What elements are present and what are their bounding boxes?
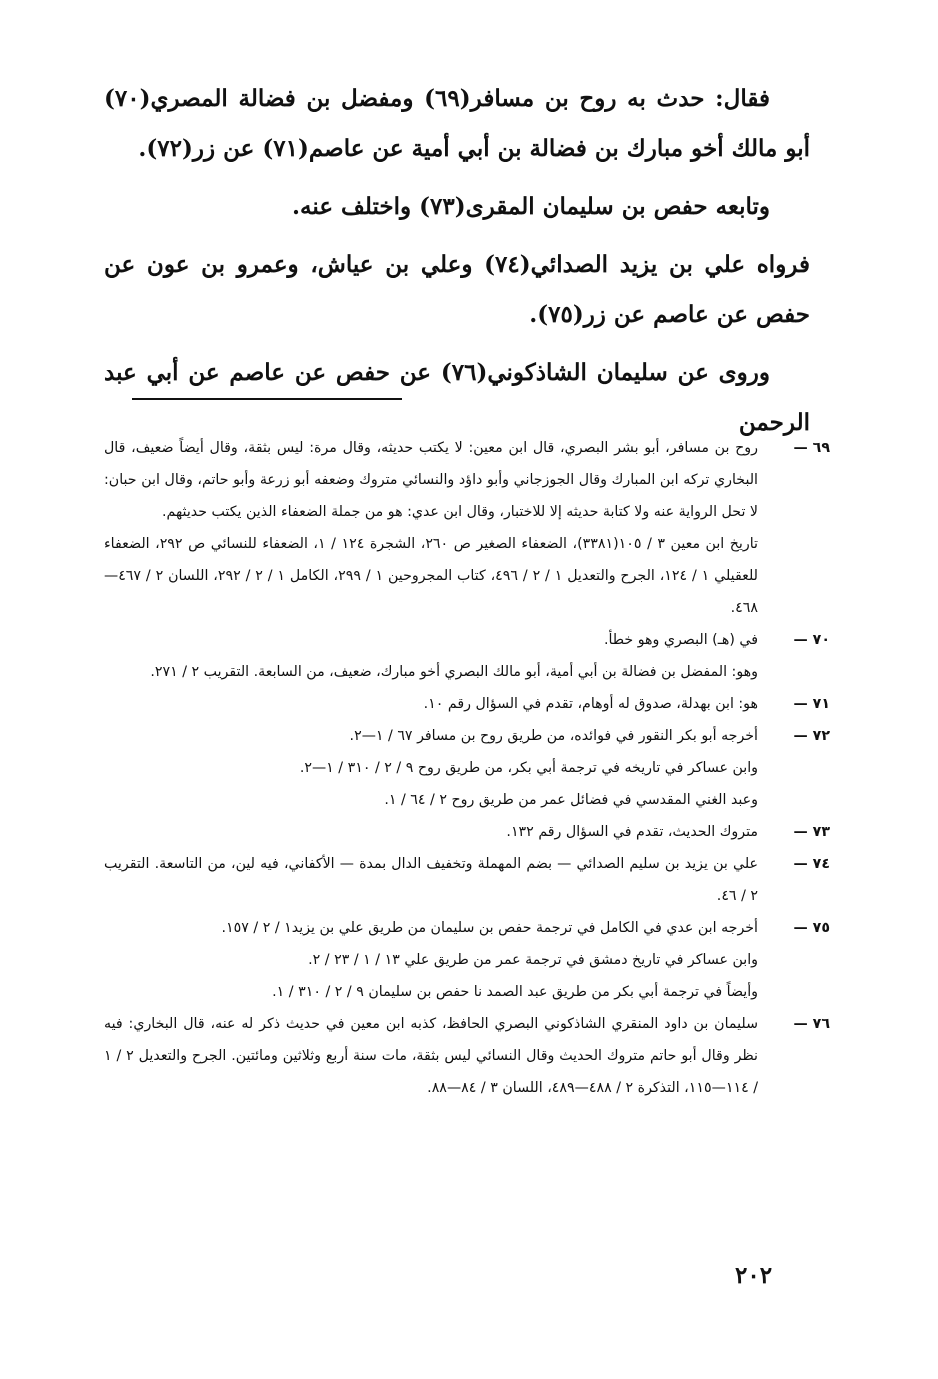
footnote-text: أخرجه أبو بكر النقور في فوائده، من طريق روح بن مسافر ٦٧ / ١—٢. bbox=[349, 728, 758, 744]
footnote-text: وهو: المفضل بن فضالة بن أبي أمية، أبو مالك البصري أخو مبارك، ضعيف، من السابعة. التقريب ٢ / ٢٧١. bbox=[150, 664, 758, 680]
footnote bbox=[104, 848, 830, 912]
footnote-number: ٧٦ — bbox=[793, 1016, 830, 1032]
page-number: ٢٠٢ bbox=[735, 1262, 773, 1289]
footnote-text: في (هـ) البصري وهو خطأ. bbox=[603, 632, 758, 648]
footnote bbox=[104, 688, 830, 720]
footnote-text: تاريخ ابن معين ٣ / ١٠٥(٣٣٨١)، الضعفاء الصغير ص ٢٦٠، الشجرة ١٢٤ / ١، الضعفاء للنسائي ص ٢٩٢، الضعفاء للعقيلي ١ / ١٢٤، الجرح والتعديل ١ / ٢ / ٤٩٦، كتاب المجروحين ١ / ٢٩٩، الكامل ١ / ٢ / ٢٩٢، اللسان ٢ / ٤٦٧—٤٦٨. bbox=[104, 536, 759, 616]
footnotes bbox=[104, 432, 830, 1104]
footnote-number: ٧٠ — bbox=[793, 632, 830, 648]
footnote bbox=[104, 1008, 830, 1104]
footnote-text: أخرجه ابن عدي في الكامل في ترجمة حفص بن سليمان من طريق علي بن يزيد١ / ٢ / ١٥٧. bbox=[221, 920, 758, 936]
footnote-text: وابن عساكر في تاريخه في ترجمة أبي بكر، من طريق روح ٩ / ٢ / ٣١٠ / ١—٢. bbox=[299, 760, 758, 776]
footnote-number: ٦٩ — bbox=[793, 440, 830, 456]
footnote bbox=[104, 432, 830, 624]
footnote-number: ٧٢ — bbox=[793, 728, 830, 744]
footnote-text: هو: ابن بهدلة، صدوق له أوهام، تقدم في السؤال رقم ١٠. bbox=[423, 696, 758, 712]
main-paragraph: وتابعه حفص بن سليمان المقرى(٧٣) واختلف عنه. bbox=[292, 193, 770, 220]
footnote-text: وعبد الغني المقدسي في فضائل عمر من طريق روح ٢ / ٦٤ / ١. bbox=[384, 792, 758, 808]
main-text bbox=[104, 74, 810, 448]
footnote bbox=[104, 816, 830, 848]
footnote-number: ٧٤ — bbox=[793, 856, 830, 872]
main-paragraph: فرواه علي بن يزيد الصدائي(٧٤) وعلي بن عياش، وعمرو بن عون عن حفص عن عاصم عن زر(٧٥). bbox=[104, 251, 810, 328]
footnote-number: ٧٥ — bbox=[793, 920, 830, 936]
footnote-separator bbox=[132, 398, 402, 400]
footnote-text: متروك الحديث، تقدم في السؤال رقم ١٣٢. bbox=[506, 824, 758, 840]
footnote-number: ٧١ — bbox=[793, 696, 830, 712]
footnote bbox=[104, 912, 830, 1008]
footnote-text: وابن عساكر في تاريخ دمشق في ترجمة عمر من طريق علي ١٣ / ١ / ٢٣ / ٢. bbox=[308, 952, 758, 968]
footnote bbox=[104, 720, 830, 816]
main-paragraph: فقال: حدث به روح بن مسافر(٦٩) ومفضل بن فضالة المصري(٧٠) أبو مالك أخو مبارك بن فضالة بن أبي أمية عن عاصم(٧١) عن زر(٧٢). bbox=[104, 85, 810, 162]
footnote bbox=[104, 624, 830, 688]
footnote-text: روح بن مسافر، أبو بشر البصري، قال ابن معين: لا يكتب حديثه، وقال مرة: ليس بثقة، وقال أيضاً ضعيف، قال البخاري تركه ابن المبارك وقال الجوزجاني وأبو داؤد والنسائي متروك وضعفه أبو زرعة وأبو حاتم، وقال ابن حبان: لا تحل الرواية عنه ولا كتابة حديثه إلا للاختبار، وقال ابن عدي: هو من جملة الضعفاء الذين يكتب حديثهم. bbox=[104, 440, 758, 520]
footnote-text: سليمان بن داود المنقري الشاذكوني البصري الحافظ، كذبه ابن معين في حديث ذكر له عنه، قال البخاري: فيه نظر وقال أبو حاتم متروك الحديث وقال النسائي ليس بثقة، مات سنة أربع وثلاثين ومائتين. الجرح والتعديل ٢ / ١ / ١١٤—١١٥، التذكرة ٢ / ٤٨٨—٤٨٩، اللسان ٣ / ٨٤—٨٨. bbox=[104, 1016, 758, 1096]
main-paragraph: وروى عن سليمان الشاذكوني(٧٦) عن حفص عن عاصم عن أبي عبد الرحمن bbox=[104, 359, 810, 436]
footnote-text: وأيضاً في ترجمة أبي بكر من طريق عبد الصمد نا حفص بن سليمان ٩ / ٢ / ٣١٠ / ١. bbox=[272, 984, 758, 1000]
footnote-text: علي بن يزيد بن سليم الصدائي — بضم المهملة وتخفيف الدال بمدة — الأكفاني، فيه لين، من التاسعة. التقريب ٢ / ٤٦. bbox=[104, 856, 758, 904]
footnote-number: ٧٣ — bbox=[793, 824, 830, 840]
